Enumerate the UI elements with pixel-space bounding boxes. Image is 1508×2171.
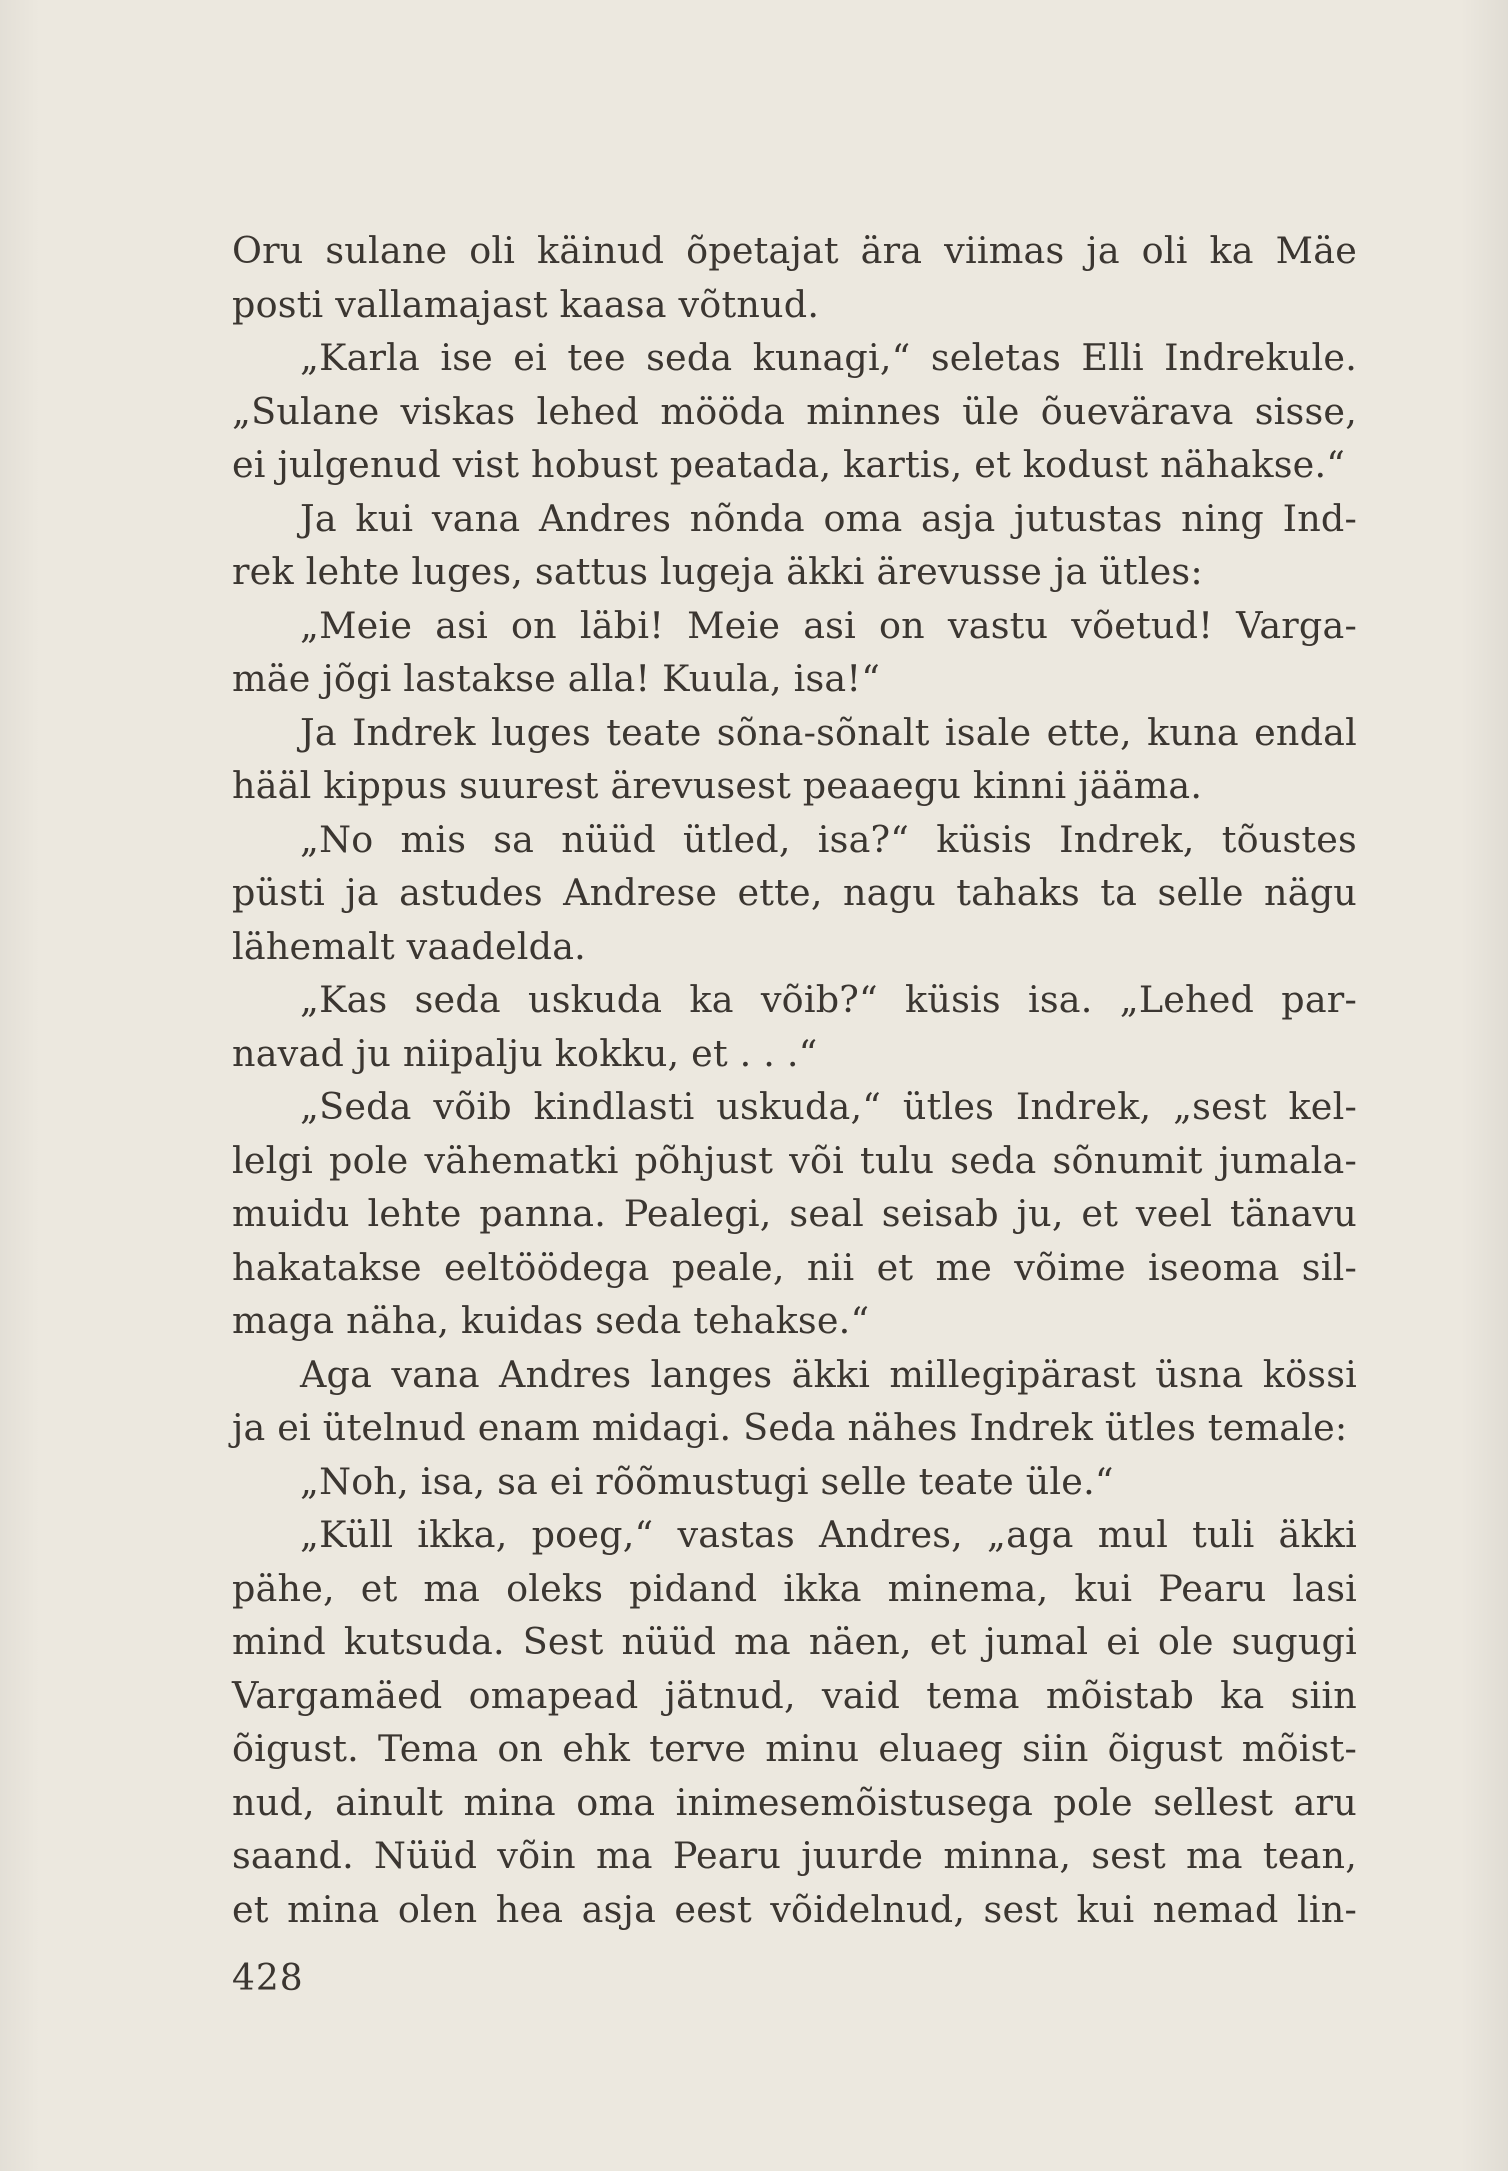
text-line: Aga vana Andres langes äkki millegipärast üsna kössi	[300, 1352, 1357, 1396]
text-line: posti vallamajast kaasa võtnud.	[232, 282, 820, 326]
text-line: püsti ja astudes Andrese ette, nagu tahaks ta selle nägu	[232, 871, 1357, 914]
text-line: Oru sulane oli käinud õpetajat ära viimas ja oli ka Mäe	[232, 229, 1357, 272]
text-line: hääl kippus suurest ärevusest peaaegu kinni jääma.	[232, 764, 1203, 807]
page-number: 428	[232, 1958, 304, 1999]
text-line: nud, ainult mina oma inimesemõistusega pole sellest aru	[232, 1780, 1357, 1824]
text-line: Ja Indrek luges teate sõna-sõnalt isale ette, kuna endal	[300, 710, 1357, 754]
text-line: rek lehte luges, sattus lugeja äkki ärevusse ja ütles:	[232, 550, 1203, 593]
text-line: et mina olen hea asja eest võidelnud, sest kui nemad lin-	[232, 1887, 1357, 1931]
text-line: „Noh, isa, sa ei rõõmustugi selle teate üle.“	[300, 1459, 1114, 1503]
text-line: „Sulane viskas lehed mööda minnes üle õuevärava sisse,	[232, 389, 1357, 433]
text-line: lähemalt vaadelda.	[232, 924, 586, 968]
text-line: „Küll ikka, poeg,“ vastas Andres, „aga mul tuli äkki	[300, 1513, 1357, 1556]
text-line: saand. Nüüd võin ma Pearu juurde minna, sest ma tean,	[232, 1834, 1357, 1877]
text-line: ei julgenud vist hobust peatada, kartis, et kodust nähakse.“	[232, 443, 1346, 486]
text-line: Vargamäed omapead jätnud, vaid tema mõistab ka siin	[232, 1673, 1357, 1717]
text-line: lelgi pole vähematki põhjust või tulu seda sõnumit jumala-	[232, 1138, 1357, 1182]
text-line: mind kutsuda. Sest nüüd ma näen, et jumal ei ole sugugi	[232, 1620, 1357, 1663]
text-line: „Karla ise ei tee seda kunagi,“ seletas Elli Indrekule.	[300, 336, 1357, 379]
text-line: navad ju niipalju kokku, et . . .“	[232, 1031, 818, 1075]
text-line: õigust. Tema on ehk terve minu eluaeg siin õigust mõist-	[232, 1727, 1357, 1770]
text-line: pähe, et ma oleks pidand ikka minema, kui Pearu lasi	[232, 1566, 1357, 1610]
text-line: „Meie asi on läbi! Meie asi on vastu võetud! Varga-	[300, 603, 1357, 647]
text-line: Ja kui vana Andres nõnda oma asja jutustas ning Ind-	[300, 496, 1357, 540]
text-line: muidu lehte panna. Pealegi, seal seisab ju, et veel tänavu	[232, 1192, 1357, 1235]
text-line: „Kas seda uskuda ka võib?“ küsis isa. „Lehed par-	[300, 978, 1357, 1021]
text-line: ja ei ütelnud enam midagi. Seda nähes Indrek ütles temale:	[232, 1406, 1348, 1449]
text-line: hakatakse eeltöödega peale, nii et me võime iseoma sil-	[232, 1245, 1357, 1289]
text-line: maga näha, kuidas seda tehakse.“	[232, 1299, 870, 1342]
text-line: mäe jõgi lastakse alla! Kuula, isa!“	[232, 657, 881, 700]
body-text	[232, 224, 1357, 1936]
text-line: „Seda võib kindlasti uskuda,“ ütles Indrek, „sest kel-	[300, 1085, 1357, 1128]
text-line: „No mis sa nüüd ütled, isa?“ küsis Indrek, tõustes	[300, 817, 1357, 861]
